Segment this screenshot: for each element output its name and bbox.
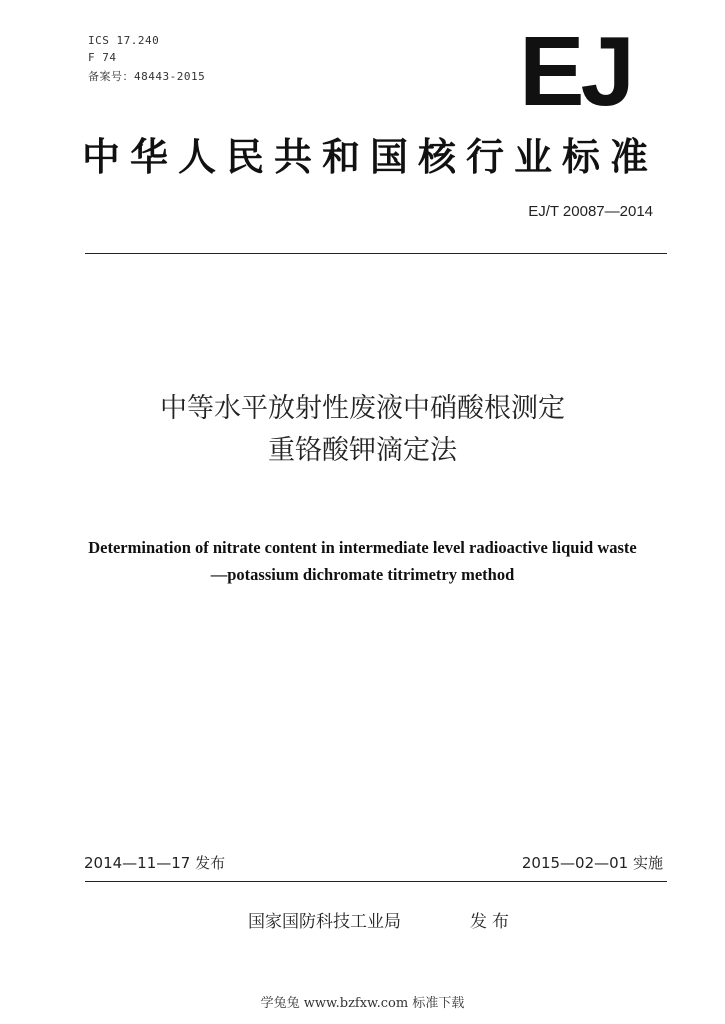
standard-number: EJ/T 20087—2014 bbox=[528, 203, 653, 220]
publisher-name: 国家国防科技工业局 bbox=[248, 912, 401, 932]
english-title-line-2: —potassium dichromate titrimetry method bbox=[210, 565, 515, 584]
publish-label: 发布 bbox=[470, 912, 514, 932]
ej-logo: EJ bbox=[519, 16, 631, 126]
chinese-title-line-1: 中等水平放射性废液中硝酸根测定 bbox=[160, 393, 565, 424]
english-title bbox=[0, 534, 725, 588]
footer-watermark: 学兔兔 www.bzfxw.com 标准下载 bbox=[260, 996, 465, 1011]
standard-type-heading: 中华人民共和国核行业标准 bbox=[82, 134, 659, 179]
chinese-title bbox=[0, 388, 725, 472]
ics-code: ICS 17.240 bbox=[88, 34, 160, 47]
implementation-date: 2015—02—01 实施 bbox=[521, 854, 663, 872]
classification-code: F 74 bbox=[88, 51, 117, 64]
english-title-line-1: Determination of nitrate content in intermediate level radioactive liquid waste bbox=[88, 538, 637, 557]
bottom-divider bbox=[85, 881, 667, 882]
issue-date: 2014—11—17 发布 bbox=[84, 854, 226, 872]
top-divider bbox=[85, 253, 667, 254]
record-number: 备案号：48443-2015 bbox=[88, 70, 206, 83]
chinese-title-line-2: 重铬酸钾滴定法 bbox=[268, 435, 457, 466]
